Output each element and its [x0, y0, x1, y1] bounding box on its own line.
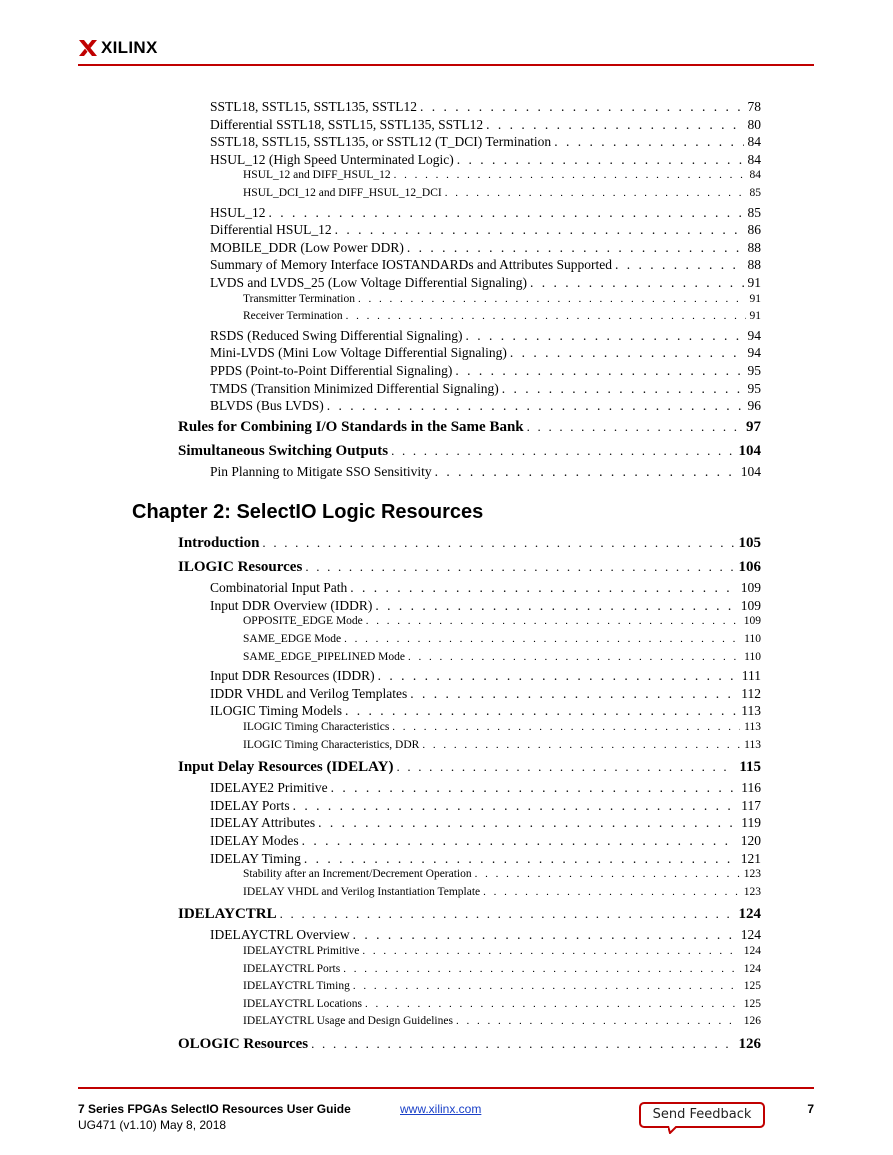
toc-leader-dots — [475, 868, 740, 880]
toc-entry[interactable] — [210, 275, 761, 293]
toc-entry-page: 113 — [741, 703, 761, 719]
toc-entry-page: 116 — [741, 780, 761, 796]
toc-entry-title: HSUL_12 — [210, 204, 266, 220]
toc-entry-title: SAME_EDGE_PIPELINED Mode — [243, 650, 405, 663]
toc-entry[interactable] — [243, 868, 761, 886]
toc-entry-title: IDELAYCTRL Overview — [210, 927, 350, 943]
toc-entry-title: ILOGIC Timing Characteristics — [243, 721, 390, 734]
toc-entry[interactable] — [210, 580, 761, 598]
toc-entry-title: Pin Planning to Mitigate SSO Sensitivity — [210, 463, 432, 479]
toc-leader-dots — [362, 945, 739, 957]
toc-entry-title: Differential HSUL_12 — [210, 222, 332, 238]
toc-section-chapter — [0, 535, 893, 1057]
toc-entry[interactable] — [178, 443, 761, 464]
toc-entry-title: IDELAY Ports — [210, 797, 290, 813]
toc-entry-title: Introduction — [178, 535, 260, 552]
toc-leader-dots — [365, 998, 740, 1010]
toc-leader-dots — [483, 886, 740, 898]
toc-entry-title: HSUL_12 (High Speed Unterminated Logic) — [210, 151, 454, 167]
toc-entry-title: IDDR VHDL and Verilog Templates — [210, 685, 408, 701]
toc-entry[interactable] — [210, 464, 761, 482]
toc-entry[interactable] — [210, 780, 761, 798]
toc-entry-title: Combinatorial Input Path — [210, 580, 348, 596]
toc-entry-page: 123 — [743, 885, 761, 898]
toc-entry-page: 94 — [747, 327, 761, 343]
toc-entry-page: 104 — [740, 463, 761, 479]
toc-entry[interactable] — [210, 152, 761, 170]
toc-entry-title: TMDS (Transition Minimized Differential Signaling) — [210, 380, 499, 396]
toc-leader-dots — [366, 615, 740, 627]
toc-entry[interactable] — [178, 559, 761, 580]
toc-entry-page: 109 — [740, 580, 761, 596]
xilinx-logo[interactable] — [78, 38, 158, 58]
toc-entry[interactable] — [210, 598, 761, 616]
toc-entry-title: Summary of Memory Interface IOSTANDARDs and Attributes Supported — [210, 257, 612, 273]
toc-entry[interactable] — [210, 363, 761, 381]
toc-entry-page: 125 — [743, 980, 761, 993]
chapter-heading: Chapter 2: SelectIO Logic Resources — [132, 501, 484, 524]
brand-name: XILINX — [101, 38, 158, 57]
toc-entry-page: 126 — [743, 1015, 761, 1028]
table-of-contents — [0, 99, 893, 1057]
toc-leader-dots — [422, 739, 740, 751]
toc-leader-dots — [378, 668, 738, 684]
toc-entry-title: Transmitter Termination — [243, 292, 355, 305]
toc-entry-title: IDELAYE2 Primitive — [210, 780, 328, 796]
toc-leader-dots — [465, 328, 743, 344]
toc-entry-page: 84 — [747, 151, 761, 167]
toc-entry[interactable] — [210, 257, 761, 275]
toc-entry[interactable] — [210, 381, 761, 399]
toc-entry-page: 115 — [739, 759, 761, 776]
page-header — [78, 38, 158, 64]
toc-entry-page: 109 — [740, 597, 761, 613]
toc-entry-page: 124 — [738, 906, 761, 923]
toc-leader-dots — [410, 686, 737, 702]
toc-entry[interactable] — [210, 222, 761, 240]
send-feedback-button[interactable]: Send Feedback — [639, 1102, 765, 1128]
toc-entry[interactable] — [243, 721, 761, 739]
toc-leader-dots — [318, 815, 737, 831]
toc-entry[interactable] — [243, 963, 761, 981]
toc-leader-dots — [304, 851, 737, 867]
toc-leader-dots — [350, 580, 737, 596]
toc-entry[interactable] — [210, 927, 761, 945]
toc-leader-dots — [345, 703, 737, 719]
toc-entry-page: 124 — [740, 927, 761, 943]
toc-leader-dots — [311, 1036, 734, 1052]
toc-entry-title: IDELAYCTRL Timing — [243, 980, 350, 993]
toc-leader-dots — [280, 906, 735, 922]
toc-entry-page: 125 — [743, 997, 761, 1010]
toc-entry-title: IDELAYCTRL Usage and Design Guidelines — [243, 1015, 453, 1028]
toc-leader-dots — [392, 721, 740, 733]
toc-leader-dots — [391, 443, 734, 459]
toc-entry-page: 126 — [738, 1035, 761, 1052]
toc-entry[interactable] — [210, 205, 761, 223]
toc-entry-page: 88 — [747, 257, 761, 273]
toc-entry[interactable] — [243, 633, 761, 651]
toc-entry[interactable] — [210, 328, 761, 346]
toc-entry[interactable] — [243, 293, 761, 311]
toc-entry-title: BLVDS (Bus LVDS) — [210, 398, 324, 414]
toc-entry-title: MOBILE_DDR (Low Power DDR) — [210, 239, 404, 255]
toc-entry[interactable] — [210, 134, 761, 152]
toc-entry-page: 113 — [744, 738, 761, 751]
toc-leader-dots — [554, 134, 743, 150]
toc-entry[interactable] — [178, 759, 761, 780]
toc-entry-title: IDELAY Attributes — [210, 815, 316, 831]
page-footer — [78, 1099, 814, 1139]
speech-bubble-tail-icon — [668, 1126, 678, 1134]
toc-leader-dots — [455, 363, 743, 379]
toc-entry-page: 88 — [747, 239, 761, 255]
xilinx-logo-icon — [78, 38, 98, 58]
toc-entry[interactable] — [210, 117, 761, 135]
toc-entry-page: 91 — [749, 310, 761, 323]
toc-entry-title: Differential SSTL18, SSTL15, SSTL135, SSTL12 — [210, 116, 484, 132]
toc-entry-page: 111 — [741, 668, 761, 684]
toc-entry-page: 119 — [741, 815, 761, 831]
toc-leader-dots — [262, 535, 734, 551]
toc-entry-page: 110 — [744, 650, 761, 663]
toc-entry[interactable] — [210, 668, 761, 686]
toc-entry[interactable] — [178, 535, 761, 556]
toc-entry-page: 112 — [741, 685, 761, 701]
toc-leader-dots — [510, 345, 744, 361]
toc-entry-page: 85 — [749, 186, 761, 199]
toc-entry-page: 84 — [747, 134, 761, 150]
toc-entry[interactable] — [243, 998, 761, 1016]
toc-entry-title: Mini-LVDS (Mini Low Voltage Differential Signaling) — [210, 345, 507, 361]
toc-entry-title: ILOGIC Timing Models — [210, 703, 343, 719]
toc-entry[interactable] — [243, 169, 761, 187]
toc-entry-title: IDELAY Modes — [210, 833, 299, 848]
toc-entry[interactable] — [178, 906, 761, 927]
toc-entry-title: IDELAYCTRL Ports — [243, 962, 341, 975]
toc-leader-dots — [502, 381, 744, 397]
toc-section-top — [0, 99, 893, 481]
toc-leader-dots — [375, 598, 736, 614]
toc-leader-dots — [530, 275, 744, 291]
toc-entry-title: Simultaneous Switching Outputs — [178, 442, 389, 459]
toc-entry-page: 113 — [744, 721, 761, 734]
toc-entry-title: Stability after an Increment/Decrement Operation — [243, 868, 472, 881]
toc-entry[interactable] — [210, 398, 761, 416]
toc-leader-dots — [358, 293, 746, 305]
toc-leader-dots — [302, 833, 737, 849]
footer-doc-title: 7 Series FPGAs SelectIO Resources User Guide — [78, 1102, 351, 1116]
toc-entry[interactable] — [243, 187, 761, 205]
toc-entry-title: Input DDR Overview (IDDR) — [210, 597, 373, 613]
toc-entry[interactable] — [210, 798, 761, 816]
toc-entry[interactable] — [210, 703, 761, 721]
toc-entry-page: 94 — [747, 345, 761, 361]
toc-entry-page: 117 — [741, 797, 761, 813]
toc-entry-page: 105 — [738, 535, 761, 552]
toc-entry-title: LVDS and LVDS_25 (Low Voltage Differential Signaling) — [210, 274, 527, 290]
toc-entry[interactable] — [178, 419, 761, 440]
toc-leader-dots — [407, 240, 744, 256]
footer-rule — [78, 1087, 814, 1089]
toc-entry[interactable] — [210, 851, 761, 869]
toc-entry-page: 124 — [743, 944, 761, 957]
toc-entry-title: RSDS (Reduced Swing Differential Signaling) — [210, 327, 463, 343]
toc-entry-page: 80 — [747, 116, 761, 132]
toc-entry-page: 124 — [743, 962, 761, 975]
toc-entry-title: SAME_EDGE Mode — [243, 633, 342, 646]
toc-entry-title: OLOGIC Resources — [178, 1035, 309, 1052]
toc-entry-title: OPPOSITE_EDGE Mode — [243, 615, 363, 628]
toc-entry-page: 106 — [738, 559, 761, 576]
toc-entry[interactable] — [243, 1015, 761, 1033]
toc-leader-dots — [344, 633, 740, 645]
toc-leader-dots — [353, 927, 737, 943]
toc-entry[interactable] — [243, 615, 761, 633]
toc-entry[interactable] — [243, 945, 761, 963]
toc-entry-title: PPDS (Point-to-Point Differential Signaling) — [210, 362, 453, 378]
toc-leader-dots — [327, 398, 744, 414]
toc-leader-dots — [615, 257, 744, 273]
toc-entry-title: Input DDR Resources (IDDR) — [210, 668, 375, 684]
toc-leader-dots — [331, 780, 738, 796]
toc-leader-dots — [445, 187, 746, 199]
footer-website-link[interactable]: www.xilinx.com — [400, 1102, 482, 1116]
toc-entry[interactable] — [243, 886, 761, 904]
toc-leader-dots — [435, 464, 737, 480]
toc-leader-dots — [305, 559, 734, 575]
toc-entry-title: ILOGIC Timing Characteristics, DDR — [243, 738, 420, 751]
toc-entry-title: IDELAY VHDL and Verilog Instantiation Template — [243, 885, 481, 898]
toc-leader-dots — [486, 117, 743, 133]
toc-entry-title: IDELAYCTRL Locations — [243, 997, 362, 1010]
toc-entry[interactable] — [210, 686, 761, 704]
toc-entry-page: 121 — [740, 850, 761, 866]
toc-leader-dots — [396, 759, 735, 775]
toc-leader-dots — [293, 798, 738, 814]
toc-entry[interactable] — [243, 980, 761, 998]
toc-entry-title: SSTL18, SSTL15, SSTL135, SSTL12 — [210, 99, 418, 114]
toc-entry[interactable] — [243, 651, 761, 669]
toc-leader-dots — [335, 222, 744, 238]
toc-entry-page: 85 — [747, 204, 761, 220]
toc-entry-page: 97 — [746, 418, 761, 435]
toc-leader-dots — [343, 963, 740, 975]
toc-entry-page: 120 — [740, 833, 761, 848]
toc-leader-dots — [457, 152, 744, 168]
toc-entry-page: 96 — [747, 398, 761, 414]
footer-doc-id: UG471 (v1.10) May 8, 2018 — [78, 1118, 227, 1132]
toc-leader-dots — [420, 99, 743, 115]
toc-leader-dots — [346, 310, 746, 322]
toc-entry-page: 95 — [747, 362, 761, 378]
toc-entry-title: Receiver Termination — [243, 310, 343, 323]
toc-leader-dots — [269, 205, 744, 221]
toc-entry-page: 95 — [747, 380, 761, 396]
toc-entry-title: ILOGIC Resources — [178, 559, 303, 576]
toc-entry[interactable] — [243, 310, 761, 328]
toc-entry[interactable] — [210, 345, 761, 363]
toc-entry-page: 110 — [744, 633, 761, 646]
toc-entry-page: 78 — [747, 99, 761, 114]
toc-entry-page: 123 — [743, 868, 761, 881]
toc-entry[interactable] — [210, 240, 761, 258]
toc-entry-page: 84 — [749, 169, 761, 182]
header-rule — [78, 64, 814, 66]
toc-leader-dots — [353, 980, 740, 992]
page-number: 7 — [807, 1102, 814, 1116]
toc-entry-page: 104 — [738, 442, 761, 459]
toc-entry[interactable] — [210, 815, 761, 833]
toc-entry-title: IDELAYCTRL Primitive — [243, 944, 360, 957]
toc-entry-title: Rules for Combining I/O Standards in the Same Bank — [178, 418, 524, 435]
toc-entry-page: 86 — [747, 222, 761, 238]
toc-entry-page: 91 — [747, 274, 761, 290]
toc-entry[interactable] — [178, 1036, 761, 1057]
toc-leader-dots — [408, 651, 740, 663]
toc-entry[interactable] — [210, 833, 761, 851]
toc-entry-page: 109 — [743, 615, 761, 628]
toc-entry[interactable] — [210, 99, 761, 117]
toc-leader-dots — [456, 1015, 740, 1027]
toc-entry-title: IDELAY Timing — [210, 850, 301, 866]
toc-entry-title: HSUL_DCI_12 and DIFF_HSUL_12_DCI — [243, 186, 442, 199]
toc-leader-dots — [527, 419, 742, 435]
toc-entry-title: IDELAYCTRL — [178, 906, 277, 923]
toc-entry[interactable] — [243, 739, 761, 757]
toc-entry-title: SSTL18, SSTL15, SSTL135, or SSTL12 (T_DCI) Termination — [210, 134, 552, 150]
toc-entry-title: HSUL_12 and DIFF_HSUL_12 — [243, 169, 391, 182]
toc-leader-dots — [394, 169, 746, 181]
toc-entry-title: Input Delay Resources (IDELAY) — [178, 759, 394, 776]
toc-entry-page: 91 — [749, 292, 761, 305]
